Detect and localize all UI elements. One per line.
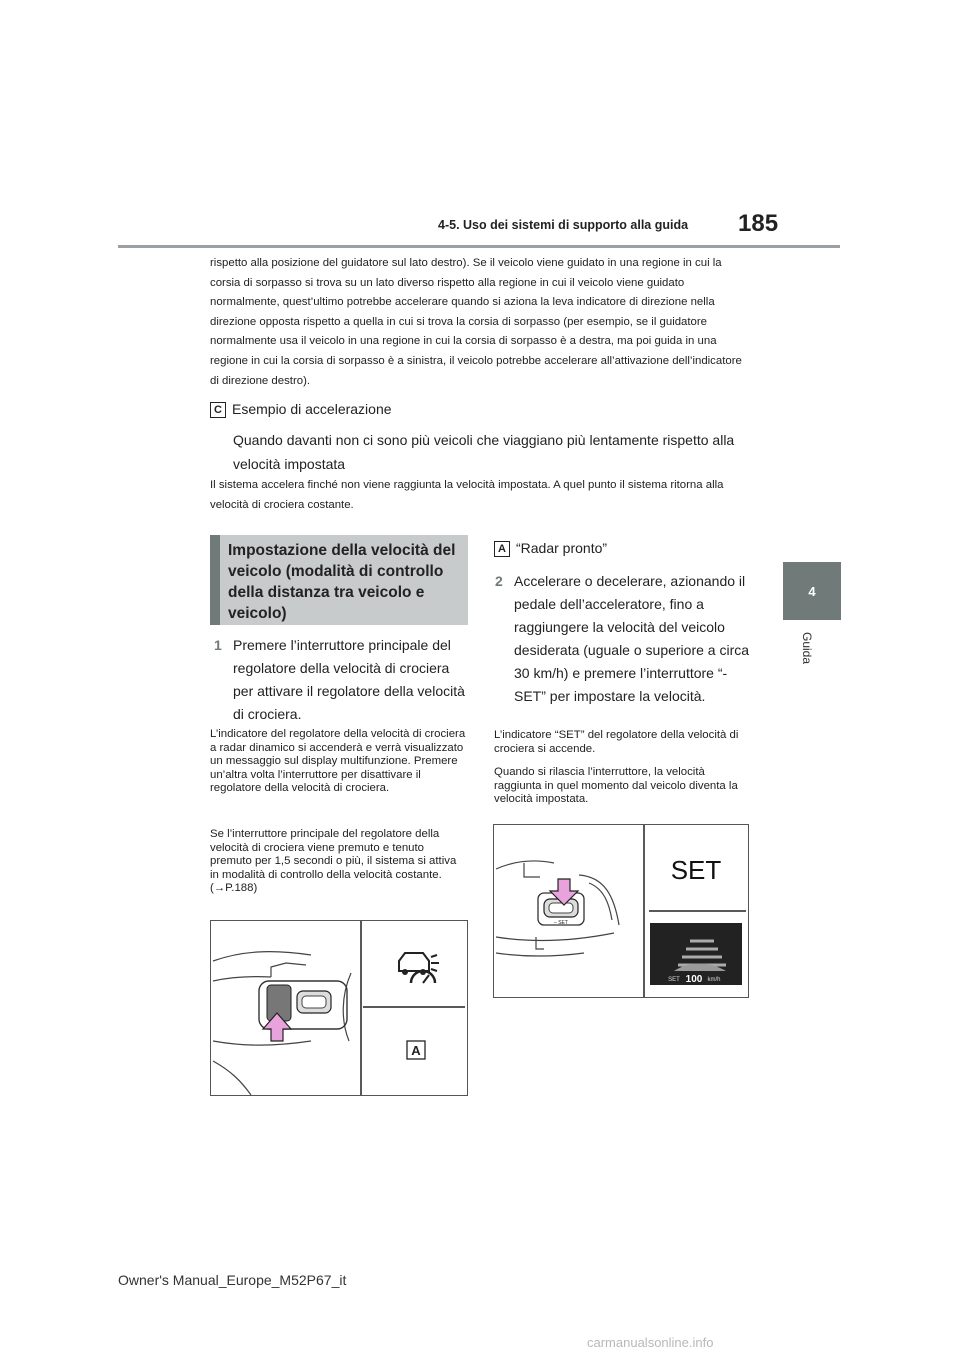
step-1: [214, 634, 471, 726]
callout-c-label: Esempio di accelerazione: [232, 401, 392, 417]
chapter-label: Guida: [800, 632, 814, 665]
figure-set-switch-drawing: [494, 825, 748, 997]
footer-manual-id: Owner's Manual_Europe_M52P67_it: [118, 1272, 347, 1288]
figure-main-switch-drawing: [211, 921, 467, 1095]
callout-c-row: [210, 401, 392, 418]
callout-a-label: “Radar pronto”: [516, 540, 608, 556]
speed-value: 100: [685, 974, 703, 985]
callout-a-row: [494, 540, 607, 557]
callout-c-note: Il sistema accelera finché non viene raggiunta la velocità impostata. A quel punto il sistema ritorna alla velocità di crociera costante.: [210, 479, 724, 511]
step-2-number: 2: [495, 573, 503, 589]
chapter-number: 4: [808, 583, 816, 599]
callout-a-box: A: [494, 541, 510, 557]
speed-prefix: SET: [668, 977, 680, 983]
step-1-note-1: L’indicatore del regolatore della velocità di crociera a radar dinamico si accenderà e verrà visualizzato un messaggio sul display multifunzione. Premere un’altra volta l’interruttore per disattivare il regolatore della velocità di crociera.: [210, 728, 466, 795]
callout-c-box: C: [210, 402, 226, 418]
intro-paragraph: rispetto alla posizione del guidatore sul lato destro). Se il veicolo viene guidato in una regione in cui la corsia di sorpasso si trova su un lato diverso rispetto alla regione in cui il veicolo viene guidato normalmente, quest’ultimo potrebbe accelerare quando si aziona la leva indicatore di direzione nella direzione opposta rispetto a quella in cui si trova la corsia di sorpasso (per esempio, se il guidatore normalmente usa il veicolo in una regione in cui la corsia di sorpasso è a destra, ma poi guida in una regione in cui la corsia di sorpasso è a sinistra, il veicolo potrebbe accelerare all’attivazione dell’indicatore di direzione destro).: [210, 257, 742, 387]
step-1-text: Premere l’interruttore principale del regolatore della velocità di crociera per attivare il regolatore della velocità di crociera.: [233, 637, 465, 722]
page-number: 185: [738, 210, 779, 237]
speed-unit: km/h: [707, 977, 721, 983]
step-2-note-2: Quando si rilascia l’interruttore, la velocità raggiunta in quel momento dal veicolo diventa la velocità impostata.: [494, 766, 738, 806]
step-2: [495, 570, 752, 708]
chapter-tab[interactable]: [783, 562, 841, 620]
step-2-text: Accelerare o decelerare, azionando il pedale dell’acceleratore, fino a raggiungere la velocità del veicolo desiderata (uguale o superiore a circa 30 km/h) e premere l’interruttore “-SET” per impostare la velocità.: [514, 573, 750, 704]
figure-main-switch: [210, 920, 468, 1096]
section-heading: [210, 535, 468, 625]
header-rule: [118, 245, 840, 248]
set-indicator: SET: [670, 855, 722, 885]
section-title: 4-5. Uso dei sistemi di supporto alla guida: [438, 218, 689, 232]
section-heading-text: Impostazione della velocità del veicolo (modalità di controllo della distanza tra veicolo e veicolo): [228, 542, 456, 622]
figure-1-callout-a: A: [411, 1043, 421, 1058]
speed-display: [650, 923, 742, 985]
figure-set-switch: [493, 824, 749, 998]
step-1-note-2: Se l’interruttore principale del regolatore della velocità di crociera viene premuto e tenuto premuto per 1,5 secondi o più, il sistema si attiva in modalità di controllo della velocità costante. (→P.188): [210, 828, 457, 895]
switch-set-label: – SET: [554, 920, 568, 926]
radar-cruise-icon: [399, 953, 439, 983]
callout-c-sub: Quando davanti non ci sono più veicoli che viaggiano più lentamente rispetto alla velocità impostata: [233, 432, 735, 472]
step-2-note-1: L’indicatore “SET” del regolatore della velocità di crociera si accende.: [494, 729, 739, 755]
step-1-number: 1: [214, 637, 222, 653]
watermark: carmanualsonline.info: [587, 1335, 714, 1350]
